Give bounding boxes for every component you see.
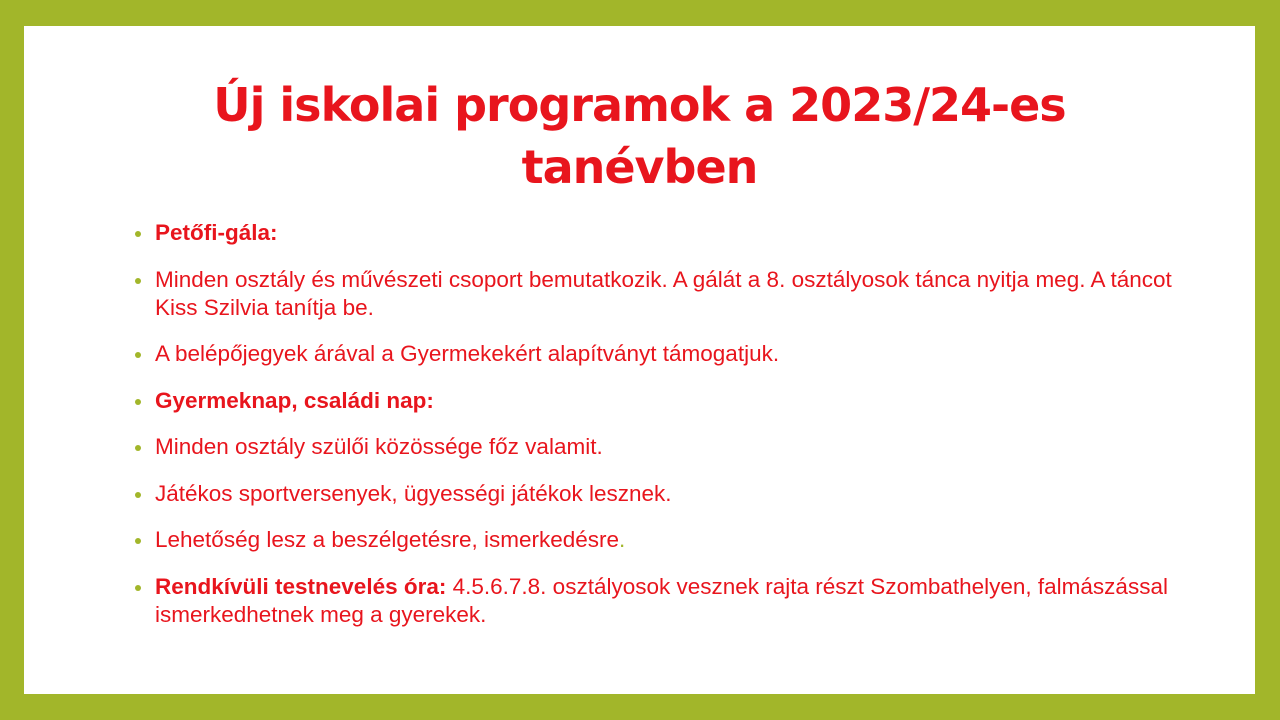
bullet-item bbox=[132, 219, 1172, 247]
bullet-text: Minden osztály szülői közössége főz valamit. bbox=[155, 434, 603, 459]
title-line-1: Új iskolai programok a 2023/24-es bbox=[213, 78, 1066, 132]
bullet-dot-icon bbox=[135, 278, 141, 284]
bullet-text: Játékos sportversenyek, ügyességi játékok lesznek. bbox=[155, 480, 672, 506]
bullet-item bbox=[132, 526, 1172, 554]
bullet-text: Minden osztály és művészeti csoport bemutatkozik. A gálát a 8. osztályosok tánca nyitja meg. A táncot Kiss Szilvia tanítja be. bbox=[155, 266, 1172, 320]
bullet-dot-icon bbox=[135, 231, 141, 237]
bullet-item bbox=[132, 340, 1172, 368]
bullet-item bbox=[132, 480, 1172, 508]
bullet-dot-icon bbox=[135, 538, 141, 544]
title-line-2: tanévben bbox=[521, 140, 758, 194]
slide-title bbox=[24, 74, 1255, 198]
bullet-dot-icon bbox=[135, 399, 141, 405]
bullet-dot-icon bbox=[135, 492, 141, 498]
bullet-bold-text: Rendkívüli testnevelés óra: bbox=[155, 573, 447, 599]
slide bbox=[24, 26, 1255, 694]
bullet-dot-icon bbox=[135, 445, 141, 451]
bullet-text: Lehetőség lesz a beszélgetésre, ismerkedésre bbox=[155, 527, 620, 552]
bullet-text: A belépőjegyek árával a Gyermekekért alapítványt támogatjuk. bbox=[155, 341, 780, 366]
bullet-bold-text: Petőfi-gála: bbox=[155, 220, 278, 245]
bullet-item bbox=[132, 573, 1172, 629]
bullet-item bbox=[132, 387, 1172, 415]
bullet-dot-icon bbox=[135, 585, 141, 591]
bullet-list bbox=[132, 219, 1172, 647]
bullet-item bbox=[132, 433, 1172, 461]
bullet-item bbox=[132, 266, 1172, 322]
bullet-dot-icon bbox=[135, 352, 141, 358]
bullet-text: 4.5.6.7.8. osztályosok vesznek rajta részt Szombathelyen, falmászással ismerkedhetnek meg a gyerekek. bbox=[155, 573, 1168, 627]
bullet-bold-text: Gyermeknap, családi nap: bbox=[155, 387, 434, 413]
bullet-tail-period: . bbox=[619, 527, 626, 552]
